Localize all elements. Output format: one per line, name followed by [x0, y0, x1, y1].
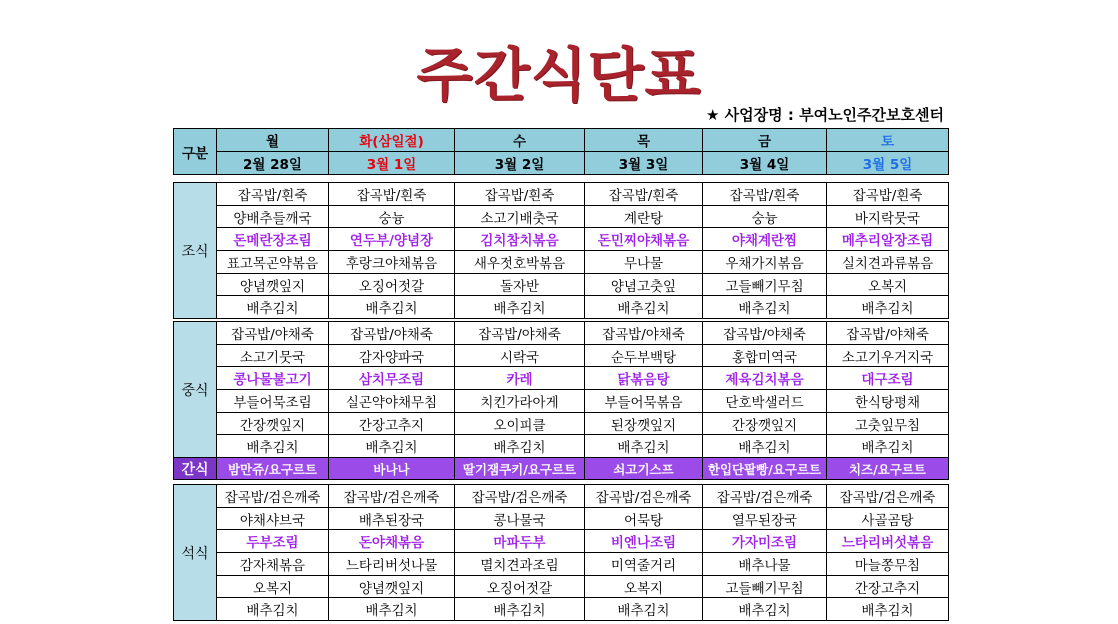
breakfast-row [174, 228, 949, 251]
breakfast-item-thu: 무나물 [585, 251, 703, 274]
lunch-item-thu: 배추김치 [585, 435, 703, 458]
breakfast-item-sat: 오복지 [827, 273, 949, 296]
lunch-row [174, 344, 949, 367]
breakfast-item-mon: 표고목곤약볶음 [217, 251, 329, 274]
lunch-item-sat: 한식탕평채 [827, 390, 949, 413]
dinner-item-tue: 느타리버섯나물 [329, 553, 455, 576]
snack-item-sat: 치즈/요구르트 [827, 458, 949, 480]
date-mon: 2월 28일 [217, 152, 329, 175]
lunch-item-thu: 순두부백탕 [585, 344, 703, 367]
lunch-item-thu: 닭볶음탕 [585, 367, 703, 390]
page-title: 주간식단표 [416, 41, 702, 109]
day-tue: 화(삼일절) [329, 129, 455, 152]
breakfast-item-tue: 오징어젓갈 [329, 273, 455, 296]
dinner-item-wed: 오징어젓갈 [455, 575, 585, 598]
breakfast-item-sat: 배추김치 [827, 296, 949, 319]
breakfast-item-wed: 배추김치 [455, 296, 585, 319]
breakfast-item-wed: 돌자반 [455, 273, 585, 296]
breakfast-item-tue: 후랑크야채볶음 [329, 251, 455, 274]
lunch-item-thu: 부들어묵볶음 [585, 390, 703, 413]
lunch-item-fri: 배추김치 [703, 435, 827, 458]
day-mon: 월 [217, 129, 329, 152]
lunch-row [174, 367, 949, 390]
lunch-item-tue: 실곤약야채무침 [329, 390, 455, 413]
lunch-item-tue: 감자양파국 [329, 344, 455, 367]
breakfast-item-tue: 잡곡밥/흰죽 [329, 183, 455, 206]
dinner-item-tue: 잡곡밥/검은깨죽 [329, 485, 455, 508]
lunch-item-sat: 소고기우거지국 [827, 344, 949, 367]
lunch-item-sat: 고춧잎무침 [827, 412, 949, 435]
breakfast-item-sat: 실치견과류볶음 [827, 251, 949, 274]
lunch-item-wed: 시락국 [455, 344, 585, 367]
snack-item-fri: 한입단팥빵/요구르트 [703, 458, 827, 480]
breakfast-item-thu: 계란탕 [585, 205, 703, 228]
lunch-item-mon: 소고기뭇국 [217, 344, 329, 367]
lunch-item-wed: 배추김치 [455, 435, 585, 458]
lunch-row [174, 412, 949, 435]
lunch-row [174, 322, 949, 345]
dinner-item-wed: 콩나물국 [455, 507, 585, 530]
breakfast-item-fri: 우채가지볶음 [703, 251, 827, 274]
dinner-item-fri: 가자미조림 [703, 530, 827, 553]
lunch-item-mon: 콩나물불고기 [217, 367, 329, 390]
dinner-item-wed: 마파두부 [455, 530, 585, 553]
breakfast-row [174, 251, 949, 274]
breakfast-item-thu: 잡곡밥/흰죽 [585, 183, 703, 206]
dinner-item-thu: 어묵탕 [585, 507, 703, 530]
lunch-item-thu: 잡곡밥/야채죽 [585, 322, 703, 345]
breakfast-item-wed: 잡곡밥/흰죽 [455, 183, 585, 206]
date-fri: 3월 4일 [703, 152, 827, 175]
day-fri: 금 [703, 129, 827, 152]
lunch-item-sat: 잡곡밥/야채죽 [827, 322, 949, 345]
dinner-item-sat: 마늘쫑무침 [827, 553, 949, 576]
dinner-item-mon: 오복지 [217, 575, 329, 598]
lunch-item-wed: 치킨가라아게 [455, 390, 585, 413]
day-sat: 토 [827, 129, 949, 152]
dinner-item-fri: 배추나물 [703, 553, 827, 576]
lunch-item-wed: 오이피클 [455, 412, 585, 435]
breakfast-item-fri: 야채계란찜 [703, 228, 827, 251]
dinner-item-sat: 사골곰탕 [827, 507, 949, 530]
date-wed: 3월 2일 [455, 152, 585, 175]
dinner-item-mon: 배추김치 [217, 598, 329, 621]
breakfast-item-fri: 잡곡밥/흰죽 [703, 183, 827, 206]
snack-label: 간식 [174, 458, 217, 480]
dinner-item-fri: 잡곡밥/검은깨죽 [703, 485, 827, 508]
breakfast-item-fri: 배추김치 [703, 296, 827, 319]
snack-item-tue: 바나나 [329, 458, 455, 480]
header-table [173, 128, 949, 175]
lunch-row [174, 390, 949, 413]
dinner-label: 석식 [174, 485, 217, 621]
breakfast-label: 조식 [174, 183, 217, 319]
snack-item-thu: 쇠고기스프 [585, 458, 703, 480]
lunch-item-wed: 잡곡밥/야채죽 [455, 322, 585, 345]
lunch-item-fri: 제육김치볶음 [703, 367, 827, 390]
lunch-item-sat: 대구조림 [827, 367, 949, 390]
day-wed: 수 [455, 129, 585, 152]
date-thu: 3월 3일 [585, 152, 703, 175]
breakfast-item-sat: 메추리알장조림 [827, 228, 949, 251]
snack-item-wed: 딸기잼쿠키/요구르트 [455, 458, 585, 480]
breakfast-row [174, 273, 949, 296]
dinner-row [174, 530, 949, 553]
lunch-item-thu: 된장깻잎지 [585, 412, 703, 435]
breakfast-item-mon: 양념깻잎지 [217, 273, 329, 296]
lunch-item-tue: 배추김치 [329, 435, 455, 458]
dinner-row [174, 507, 949, 530]
lunch-item-mon: 잡곡밥/야채죽 [217, 322, 329, 345]
dinner-item-mon: 잡곡밥/검은깨죽 [217, 485, 329, 508]
breakfast-item-mon: 양배추들깨국 [217, 205, 329, 228]
dinner-item-mon: 야채샤브국 [217, 507, 329, 530]
lunch-item-fri: 홍합미역국 [703, 344, 827, 367]
lunch-item-mon: 배추김치 [217, 435, 329, 458]
breakfast-item-wed: 김치참치볶음 [455, 228, 585, 251]
breakfast-table [173, 182, 949, 319]
dinner-item-thu: 배추김치 [585, 598, 703, 621]
dinner-item-tue: 돈야채볶음 [329, 530, 455, 553]
dinner-item-wed: 배추김치 [455, 598, 585, 621]
dinner-table [173, 484, 949, 621]
lunch-label: 중식 [174, 322, 217, 458]
dinner-item-wed: 멸치견과조림 [455, 553, 585, 576]
breakfast-item-mon: 배추김치 [217, 296, 329, 319]
dinner-item-tue: 배추김치 [329, 598, 455, 621]
dinner-item-thu: 잡곡밥/검은깨죽 [585, 485, 703, 508]
lunch-item-wed: 카레 [455, 367, 585, 390]
dinner-row [174, 598, 949, 621]
dinner-item-thu: 미역줄거리 [585, 553, 703, 576]
breakfast-row [174, 183, 949, 206]
day-thu: 목 [585, 129, 703, 152]
dinner-row [174, 485, 949, 508]
date-sat: 3월 5일 [827, 152, 949, 175]
dinner-item-thu: 비엔나조림 [585, 530, 703, 553]
breakfast-item-wed: 새우젓호박볶음 [455, 251, 585, 274]
lunch-item-tue: 삼치무조림 [329, 367, 455, 390]
date-tue: 3월 1일 [329, 152, 455, 175]
dinner-item-mon: 감자채볶음 [217, 553, 329, 576]
snack-item-mon: 밤만쥬/요구르트 [217, 458, 329, 480]
breakfast-item-mon: 돈메란장조림 [217, 228, 329, 251]
lunch-item-fri: 잡곡밥/야채죽 [703, 322, 827, 345]
dinner-row [174, 575, 949, 598]
lunch-table [173, 321, 949, 480]
breakfast-item-fri: 숭늉 [703, 205, 827, 228]
dinner-item-tue: 양념깻잎지 [329, 575, 455, 598]
lunch-item-mon: 부들어묵조림 [217, 390, 329, 413]
lunch-item-mon: 간장깻잎지 [217, 412, 329, 435]
breakfast-item-sat: 잡곡밥/흰죽 [827, 183, 949, 206]
lunch-item-fri: 단호박샐러드 [703, 390, 827, 413]
breakfast-item-sat: 바지락뭇국 [827, 205, 949, 228]
lunch-item-sat: 배추김치 [827, 435, 949, 458]
dinner-item-wed: 잡곡밥/검은깨죽 [455, 485, 585, 508]
dinner-item-mon: 두부조림 [217, 530, 329, 553]
dinner-row [174, 553, 949, 576]
lunch-item-fri: 간장깻잎지 [703, 412, 827, 435]
lunch-item-tue: 잡곡밥/야채죽 [329, 322, 455, 345]
dinner-item-thu: 오복지 [585, 575, 703, 598]
dinner-item-fri: 열무된장국 [703, 507, 827, 530]
snack-row [174, 458, 949, 480]
dinner-item-sat: 배추김치 [827, 598, 949, 621]
lunch-row [174, 435, 949, 458]
dinner-item-sat: 잡곡밥/검은깨죽 [827, 485, 949, 508]
breakfast-item-tue: 배추김치 [329, 296, 455, 319]
lunch-item-tue: 간장고추지 [329, 412, 455, 435]
header-label: 구분 [174, 129, 217, 175]
breakfast-row [174, 205, 949, 228]
breakfast-item-thu: 배추김치 [585, 296, 703, 319]
breakfast-item-mon: 잡곡밥/흰죽 [217, 183, 329, 206]
breakfast-row [174, 296, 949, 319]
facility-name: ★ 사업장명 : 부여노인주간보호센터 [706, 106, 944, 124]
dinner-item-tue: 배추된장국 [329, 507, 455, 530]
dinner-item-sat: 느타리버섯볶음 [827, 530, 949, 553]
dinner-item-sat: 간장고추지 [827, 575, 949, 598]
breakfast-item-thu: 양념고춧잎 [585, 273, 703, 296]
dinner-item-fri: 배추김치 [703, 598, 827, 621]
dinner-item-fri: 고들빼기무침 [703, 575, 827, 598]
breakfast-item-fri: 고들빼기무침 [703, 273, 827, 296]
breakfast-item-wed: 소고기배춧국 [455, 205, 585, 228]
breakfast-item-thu: 돈민찌야채볶음 [585, 228, 703, 251]
breakfast-item-tue: 연두부/양념장 [329, 228, 455, 251]
breakfast-item-tue: 숭늉 [329, 205, 455, 228]
